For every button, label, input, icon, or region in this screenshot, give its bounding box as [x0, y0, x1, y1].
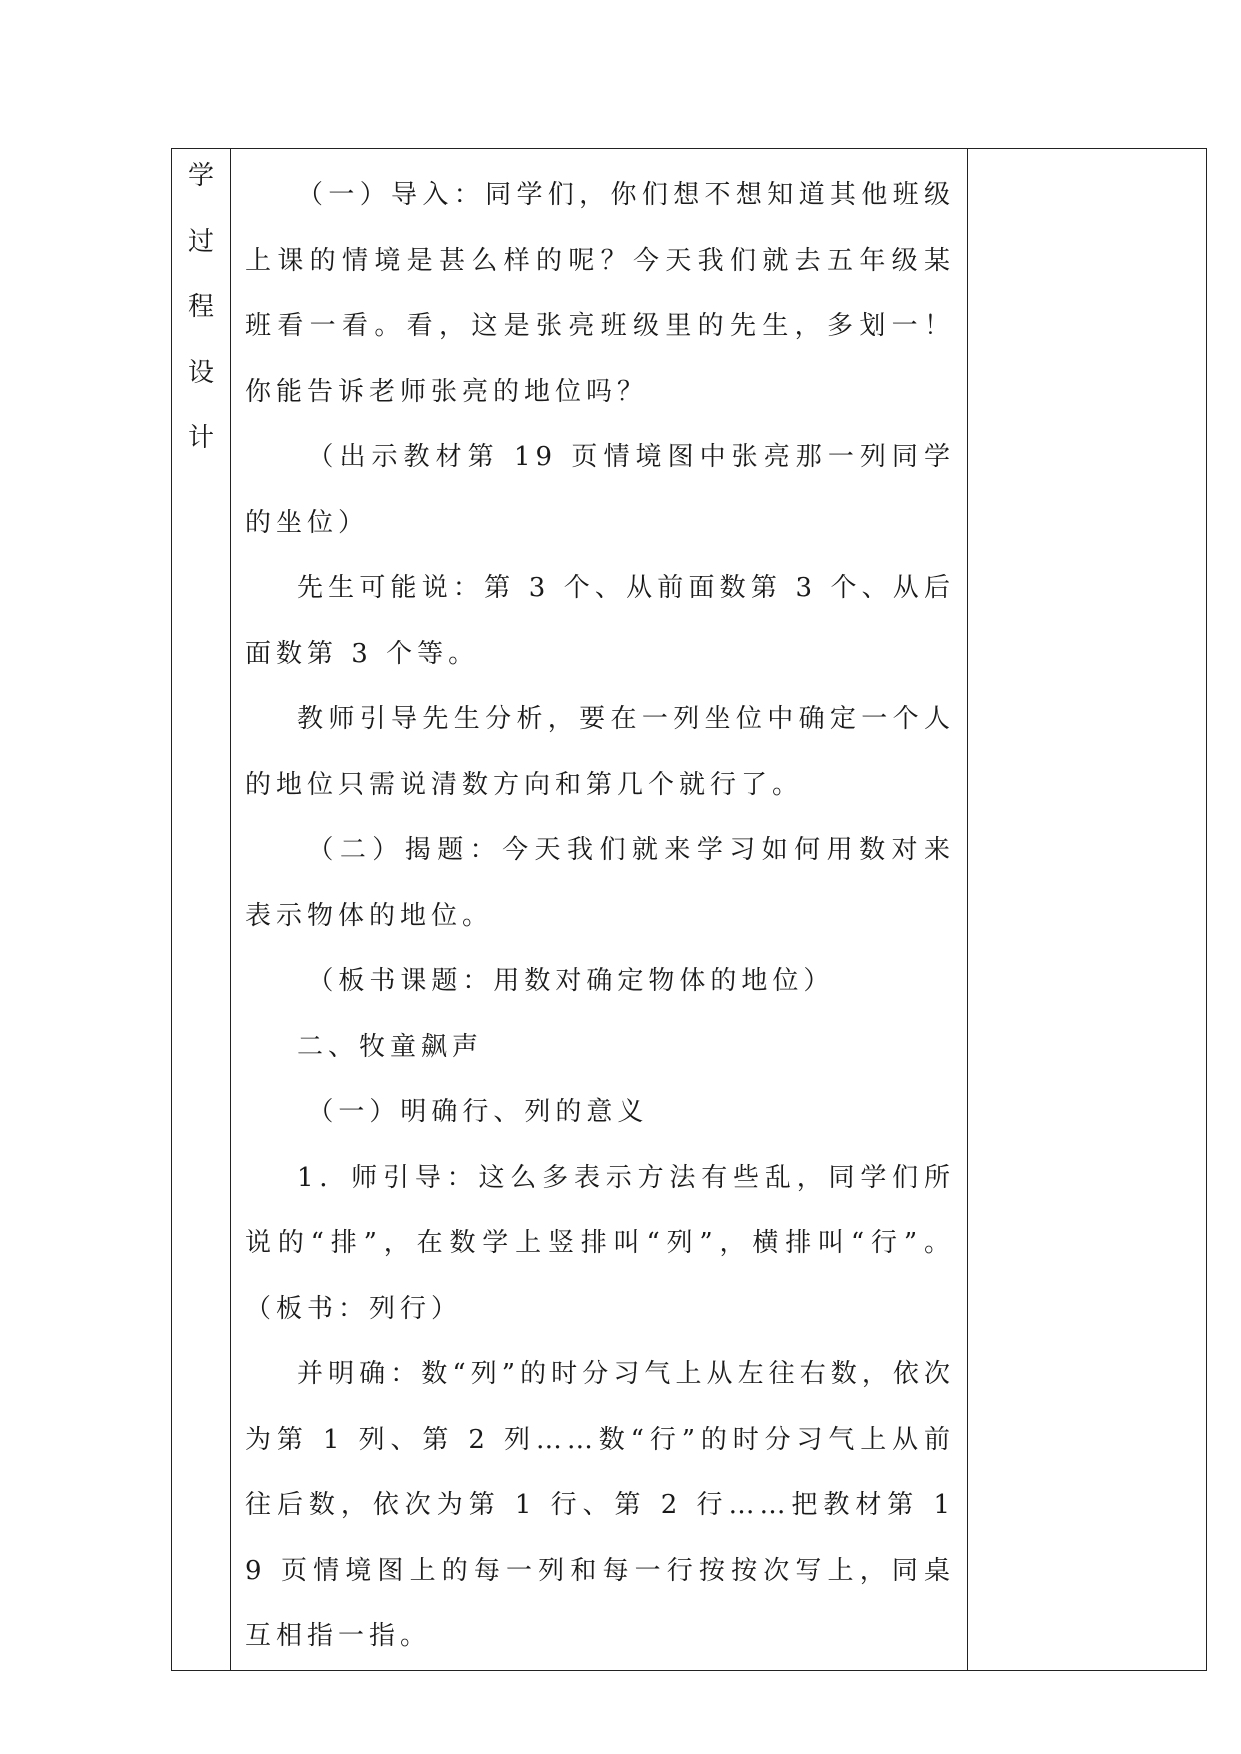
- paragraph-student-answer: 先生可能说：第 3 个、从前面数第 3 个、从后面数第 3 个等。: [245, 573, 955, 669]
- table-row: [172, 149, 1207, 1671]
- paragraph-section-two: 二、牧童飙声: [297, 1031, 484, 1062]
- paragraph-topic: （二）揭题：今天我们就来学习如何用数对来表示物体的地位。: [245, 835, 955, 931]
- section-label-char: 程: [187, 292, 214, 322]
- section-label-char: 过: [187, 226, 214, 257]
- content-cell: [231, 149, 968, 1671]
- paragraph-show-textbook: （出示教材第 19 页情境图中张亮那一列同学的坐位）: [245, 442, 955, 538]
- paragraph-clarify: 并明确：数“列”的时分习气上从左往右数，依次为第 1 列、第 2 列……数“行”的时分习气上从前往后数，依次为第 1 行、第 2 行……把教材第 19 页情境图上的每一列和每一行按按次写上，同桌互相指一指。: [245, 1359, 955, 1651]
- notes-cell: [968, 149, 1207, 1671]
- section-label-char: 学: [187, 161, 214, 191]
- paragraph-intro: （一）导入：同学们，你们想不想知道其他班级上课的情境是甚么样的呢？今天我们就去五年级某班看一看。看，这是张亮班级里的先生，多划一！你能告诉老师张亮的地位吗？: [245, 180, 955, 407]
- section-label-cell: [172, 149, 231, 1671]
- paragraph-teacher-guide: 教师引导先生分析，要在一列坐位中确定一个人的地位只需说清数方向和第几个就行了。: [245, 704, 955, 800]
- section-label-char: 设: [187, 357, 214, 388]
- lesson-plan-table: [171, 148, 1207, 1671]
- paragraph-board-title: （板书课题：用数对确定物体的地位）: [307, 966, 835, 996]
- section-label-char: 计: [187, 423, 214, 453]
- paragraph-step-one: 1．师引导：这么多表示方法有些乱，同学们所说的“排”，在数学上竖排叫“列”，横排叫“行”。 （板书：列行）: [245, 1162, 955, 1324]
- paragraph-subsection: （一）明确行、列的意义: [307, 1097, 649, 1127]
